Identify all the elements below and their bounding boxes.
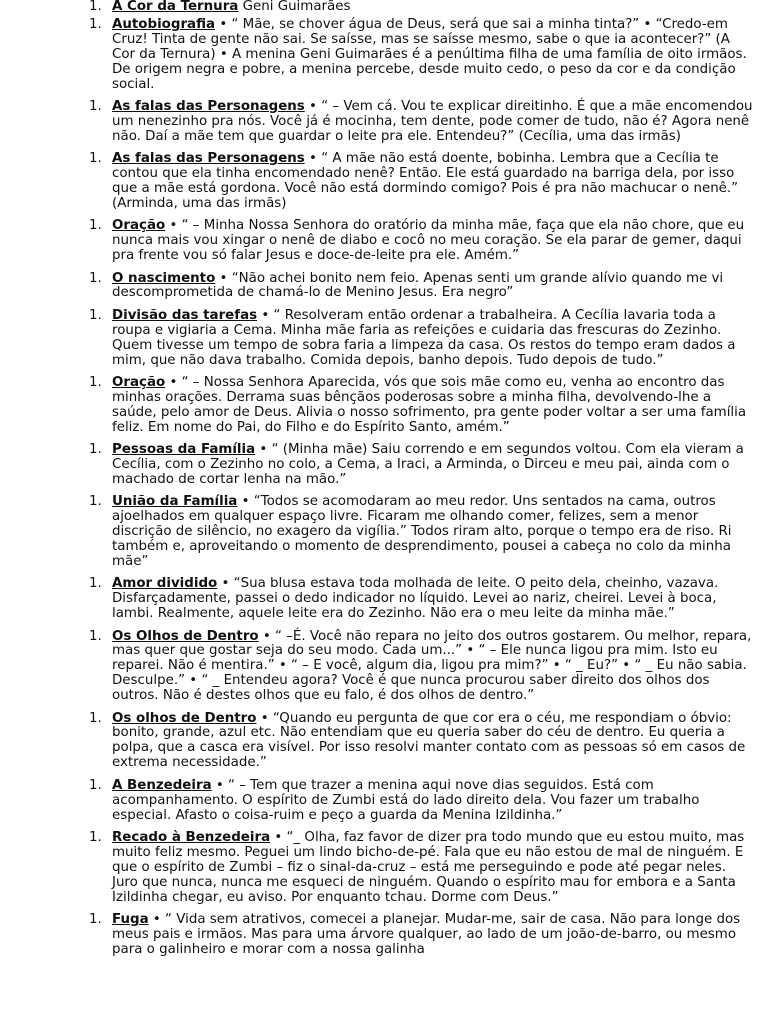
item-text: • “Não achei bonito nem feio. Apenas senti um grande alívio quando me vi descomprometida de chamá-lo de Menino Jesus. Era negro” bbox=[112, 270, 724, 301]
item-title: Recado à Benzedeira bbox=[112, 829, 271, 845]
item-number: 1. bbox=[89, 911, 102, 927]
item-number: 1. bbox=[89, 576, 102, 592]
item-number: 1. bbox=[89, 374, 102, 390]
item-text: • “ –É. Você não repara no jeito dos outros gostarem. Ou melhor, repara, mas quer que gostar seja do seu modo. Cada um...” • “ – Ele nunca ligou pra mim. Isto eu reparei. Não é mentira.” • “ – E você, algum dia, ligou pra mim?” • “ _ Eu?” • “ _ Eu não sabia. Desculpe.” • “ _ Entendeu agora? Você é que nunca procurou saber direito dos olhos dos outros. Não é destes olhos que eu falo, é dos olhos de dentro.” bbox=[112, 628, 752, 704]
item-text: • “ Resolveram então ordenar a trabalheira. A Cecília lavaria toda a roupa e vigiaria a Cema. Minha mãe faria as refeições e cuidaria das frescuras do Zezinho. Quem tivesse um tempo de sobra faria a limpeza da casa. Os restos do tempo eram dados a mim, que não dava trabalho. Comida depois, banho depois. Tudo depois de tudo.” bbox=[112, 307, 736, 368]
item-title: Oração bbox=[112, 218, 166, 234]
item-number: 1. bbox=[89, 494, 102, 510]
list-item bbox=[0, 376, 768, 436]
item-text: • “Quando eu pergunta de que cor era o céu, me respondiam o óbvio: bonito, grande, azul etc. Não entendiam que eu queria saber do céu de dentro. Eu queria a polpa, que a casca era visível. Por isso resolvi manter contato com as pessoas só em casos de extrema necessidade.” bbox=[112, 710, 746, 771]
list-item bbox=[0, 913, 768, 958]
item-title: Pessoas da Família bbox=[112, 442, 256, 458]
item-title: Os Olhos de Dentro bbox=[112, 628, 259, 644]
item-number: 1. bbox=[89, 442, 102, 458]
item-title: A Benzedeira bbox=[112, 777, 212, 793]
item-number: 1. bbox=[89, 98, 102, 114]
list-item bbox=[0, 309, 768, 369]
item-number: 1. bbox=[89, 829, 102, 845]
item-title: Fuga bbox=[112, 911, 149, 927]
item-number: 1. bbox=[89, 270, 102, 286]
item-title: Os olhos de Dentro bbox=[112, 710, 257, 726]
item-number: 1. bbox=[89, 777, 102, 793]
item-title: Oração bbox=[112, 374, 166, 390]
item-title: Amor dividido bbox=[112, 576, 218, 592]
item-text: • “ – Vem cá. Vou te explicar direitinho. É que a mãe encomendou um nenezinho pra nós. Você já é mocinha, tem dente, pode comer de tudo, não é? Agora nenê não. Daí a mãe tem que guardar o leite pra ele. Entendeu?” (Cecília, uma das irmãs) bbox=[112, 98, 753, 144]
item-text: • “Sua blusa estava toda molhada de leite. O peito dela, cheinho, vazava. Disfarçadamente, passei o dedo indicador no líquido. Levei ao nariz, cheirei. Levei à boca, lambi. Realmente, aquele leite era do Zezinho. Não era o meu leite da minha mãe.” bbox=[112, 576, 719, 622]
item-text: • “ Vida sem atrativos, comecei a planejar. Mudar-me, sair de casa. Não para longe dos meus pais e irmãos. Mas para uma árvore qualquer, ao lado de um joão-de-barro, ou mesmo para o galinheiro e morar com a nossa galinha bbox=[112, 911, 741, 957]
item-text: • “ – Nossa Senhora Aparecida, vós que sois mãe como eu, venha ao encontro das minhas orações. Derrama suas bênçãos poderosas sobre a minha filha, devolvendo-lhe a saúde, pelo amor de Deus. Alivia o nosso sofrimento, pra gente poder voltar a ser uma família feliz. Em nome do Pai, do Filho e do Espírito Santo, amém.” bbox=[112, 374, 747, 435]
item-text: • “ – Minha Nossa Senhora do oratório da minha mãe, faça que ela não chore, que eu nunca mais vou xingar o nenê de diabo e cocô no meu coração. Se ela parar de gemer, daqui pra frente vou só falar Jesus e doce-de-leite pra ele. Amém.” bbox=[112, 218, 745, 264]
item-text: • “ Mãe, se chover água de Deus, será que sai a minha tinta?” • “Credo-em Cruz! Tinta de gente não sai. Se saísse, mas se saísse mesmo, sabe o que ia acontecer?” (A Cor da Ternura) • A menina Geni Guimarães é a penúltima filha de uma família de oito irmãos. De origem negra e pobre, a menina percebe, desde muito cedo, o peso da cor e da condição social. bbox=[112, 16, 747, 92]
item-number: 1. bbox=[89, 710, 102, 726]
list-item bbox=[0, 630, 768, 705]
item-number: 1. bbox=[89, 307, 102, 323]
list-item bbox=[0, 443, 768, 488]
item-number: 1. bbox=[89, 151, 102, 167]
item-number: 1. bbox=[89, 16, 102, 32]
item-text: • “_ Olha, faz favor de dizer pra todo mundo que eu estou muito, mas muito feliz mesmo. Peguei um lindo bicho-de-pé. Fala que eu não estou de mal de ninguém. E que o espírito de Zumbi – fiz o sinal-da-cruz – está me perseguindo e pode até pegar neles. Juro que nunca, nunca me esqueci de ninguém. Quando o espírito mau for embora e a Santa Izildinha chegar, eu aviso. Por enquanto tchau. Dorme com Deus.” bbox=[112, 829, 745, 905]
list-item bbox=[0, 272, 768, 302]
item-title: União da Família bbox=[112, 494, 238, 510]
item-title: As falas das Personagens bbox=[112, 98, 305, 114]
item-text: • “ (Minha mãe) Saiu correndo e em segundos voltou. Com ela vieram a Cecília, com o Zezinho no colo, a Cema, a Iraci, a Arminda, o Dirceu e meu pai, ainda com o machado de cortar lenha na mão.” bbox=[112, 442, 744, 487]
list-item bbox=[0, 219, 768, 264]
list-item bbox=[0, 18, 768, 93]
list-item bbox=[0, 495, 768, 570]
list-item bbox=[0, 779, 768, 824]
list-item bbox=[0, 152, 768, 212]
item-text: • “ – Tem que trazer a menina aqui nove dias seguidos. Está com acompanhamento. O espírito de Zumbi está do lado direito dela. Vou fazer um trabalho especial. Afasto o coisa-ruim e peço a guarda da Menina Izildinha.” bbox=[112, 777, 700, 823]
item-number: 1. bbox=[89, 0, 102, 14]
item-text: • “Todos se acomodaram ao meu redor. Uns sentados na cama, outros ajoelhados em qualquer espaço livre. Ficaram me olhando comer, felizes, sem a menor discrição de silêncio, no exagero da vigília.” Todos riram alto, porque o tempo era de riso. Ri também e, aproveitando o momento de desprendimento, pousei a cabeça no colo da minha mãe” bbox=[112, 494, 732, 569]
list-item bbox=[0, 100, 768, 145]
list-item bbox=[0, 831, 768, 906]
item-number: 1. bbox=[89, 218, 102, 234]
item-text: Geni Guimarães bbox=[238, 0, 351, 14]
item-title: O nascimento bbox=[112, 270, 216, 286]
item-title: Autobiografia bbox=[112, 16, 216, 32]
list-item bbox=[0, 577, 768, 622]
item-text: • “ A mãe não está doente, bobinha. Lembra que a Cecília te contou que ela tinha encomendado nenê? Então. Ele está guardado na barriga dela, por isso que a mãe está gordona. Você não está dormindo comigo? Pois é pra não machucar o nenê.” (Arminda, uma das irmãs) bbox=[112, 151, 739, 211]
item-title: As falas das Personagens bbox=[112, 151, 305, 167]
list-item bbox=[0, 0, 768, 15]
item-title: A Cor da Ternura bbox=[112, 0, 239, 14]
list-item bbox=[0, 712, 768, 772]
item-title: Divisão das tarefas bbox=[112, 307, 258, 323]
item-number: 1. bbox=[89, 628, 102, 644]
